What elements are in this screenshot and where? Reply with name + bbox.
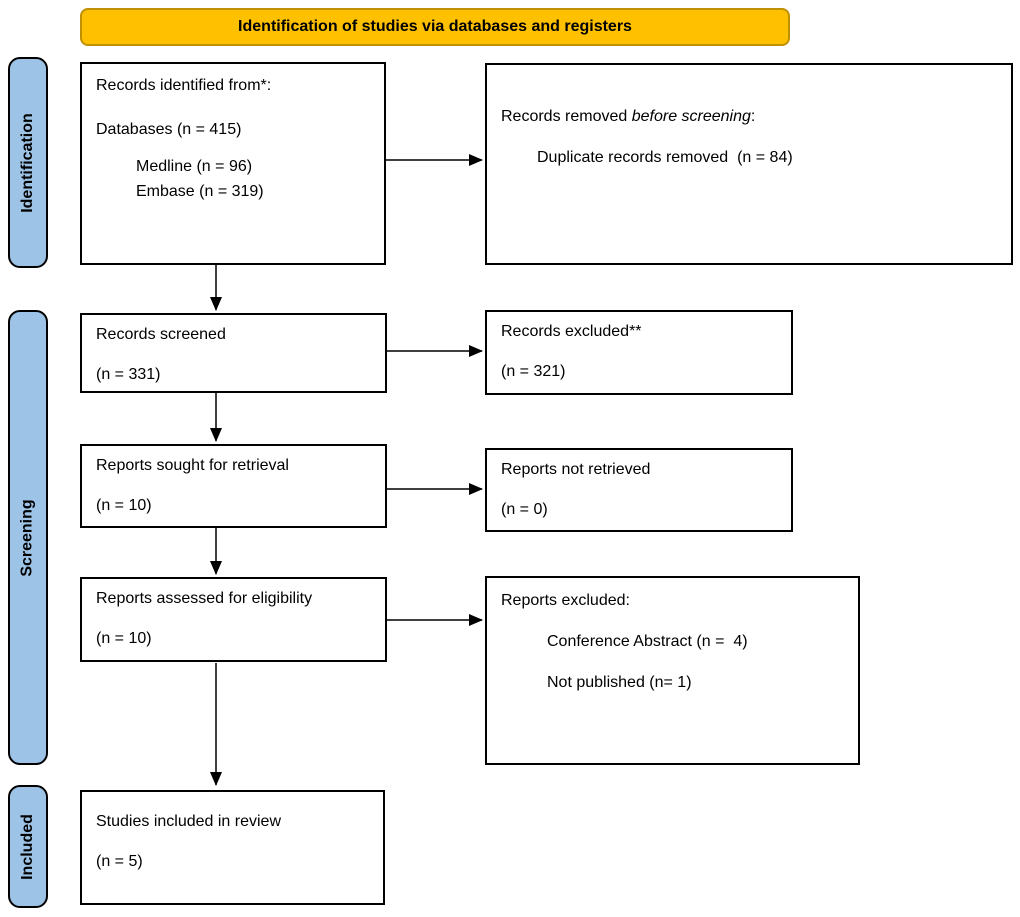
box-records-excluded bbox=[485, 310, 793, 395]
box-records-screened bbox=[80, 313, 387, 393]
records-removed-title: Records removed before screening: bbox=[501, 108, 756, 125]
stage-label-included bbox=[8, 785, 48, 908]
reports-sought-count: (n = 10) bbox=[96, 497, 152, 514]
reports-excluded-title: Reports excluded: bbox=[501, 592, 630, 609]
stage-label-identification bbox=[8, 57, 48, 268]
reports-not-retrieved-count: (n = 0) bbox=[501, 501, 548, 518]
stage-label-included-text: Included bbox=[19, 813, 36, 880]
banner bbox=[80, 8, 790, 46]
records-excluded-count: (n = 321) bbox=[501, 363, 566, 380]
records-removed-duplicates: Duplicate records removed (n = 84) bbox=[537, 149, 793, 166]
records-identified-databases: Databases (n = 415) bbox=[96, 121, 242, 138]
records-identified-title: Records identified from*: bbox=[96, 77, 272, 94]
records-screened-title: Records screened bbox=[96, 326, 226, 343]
records-identified-sources bbox=[96, 154, 370, 204]
reports-assessed-title: Reports assessed for eligibility bbox=[96, 590, 313, 607]
reports-sought-title: Reports sought for retrieval bbox=[96, 457, 289, 474]
studies-included-title: Studies included in review bbox=[96, 813, 281, 830]
reports-not-retrieved-title: Reports not retrieved bbox=[501, 461, 651, 478]
box-reports-excluded bbox=[485, 576, 860, 765]
reports-excluded-conference-abstract: Conference Abstract (n = 4) bbox=[547, 633, 748, 650]
reports-excluded-not-published: Not published (n= 1) bbox=[547, 674, 692, 691]
box-reports-sought bbox=[80, 444, 387, 528]
source-medline: Medline (n = 96) bbox=[136, 158, 253, 175]
reports-assessed-count: (n = 10) bbox=[96, 630, 152, 647]
box-records-removed bbox=[485, 63, 1013, 265]
stage-label-identification-text: Identification bbox=[19, 112, 36, 213]
records-removed-emphasis: before screening bbox=[631, 108, 751, 125]
box-records-identified bbox=[80, 62, 386, 265]
box-studies-included bbox=[80, 790, 385, 905]
box-reports-not-retrieved bbox=[485, 448, 793, 532]
box-reports-assessed bbox=[80, 577, 387, 662]
records-excluded-title: Records excluded** bbox=[501, 323, 642, 340]
stage-label-screening bbox=[8, 310, 48, 765]
banner-title: Identification of studies via databases and registers bbox=[238, 18, 632, 35]
source-embase: Embase (n = 319) bbox=[136, 183, 264, 200]
records-screened-count: (n = 331) bbox=[96, 366, 161, 383]
studies-included-count: (n = 5) bbox=[96, 853, 143, 870]
stage-label-screening-text: Screening bbox=[19, 498, 37, 577]
